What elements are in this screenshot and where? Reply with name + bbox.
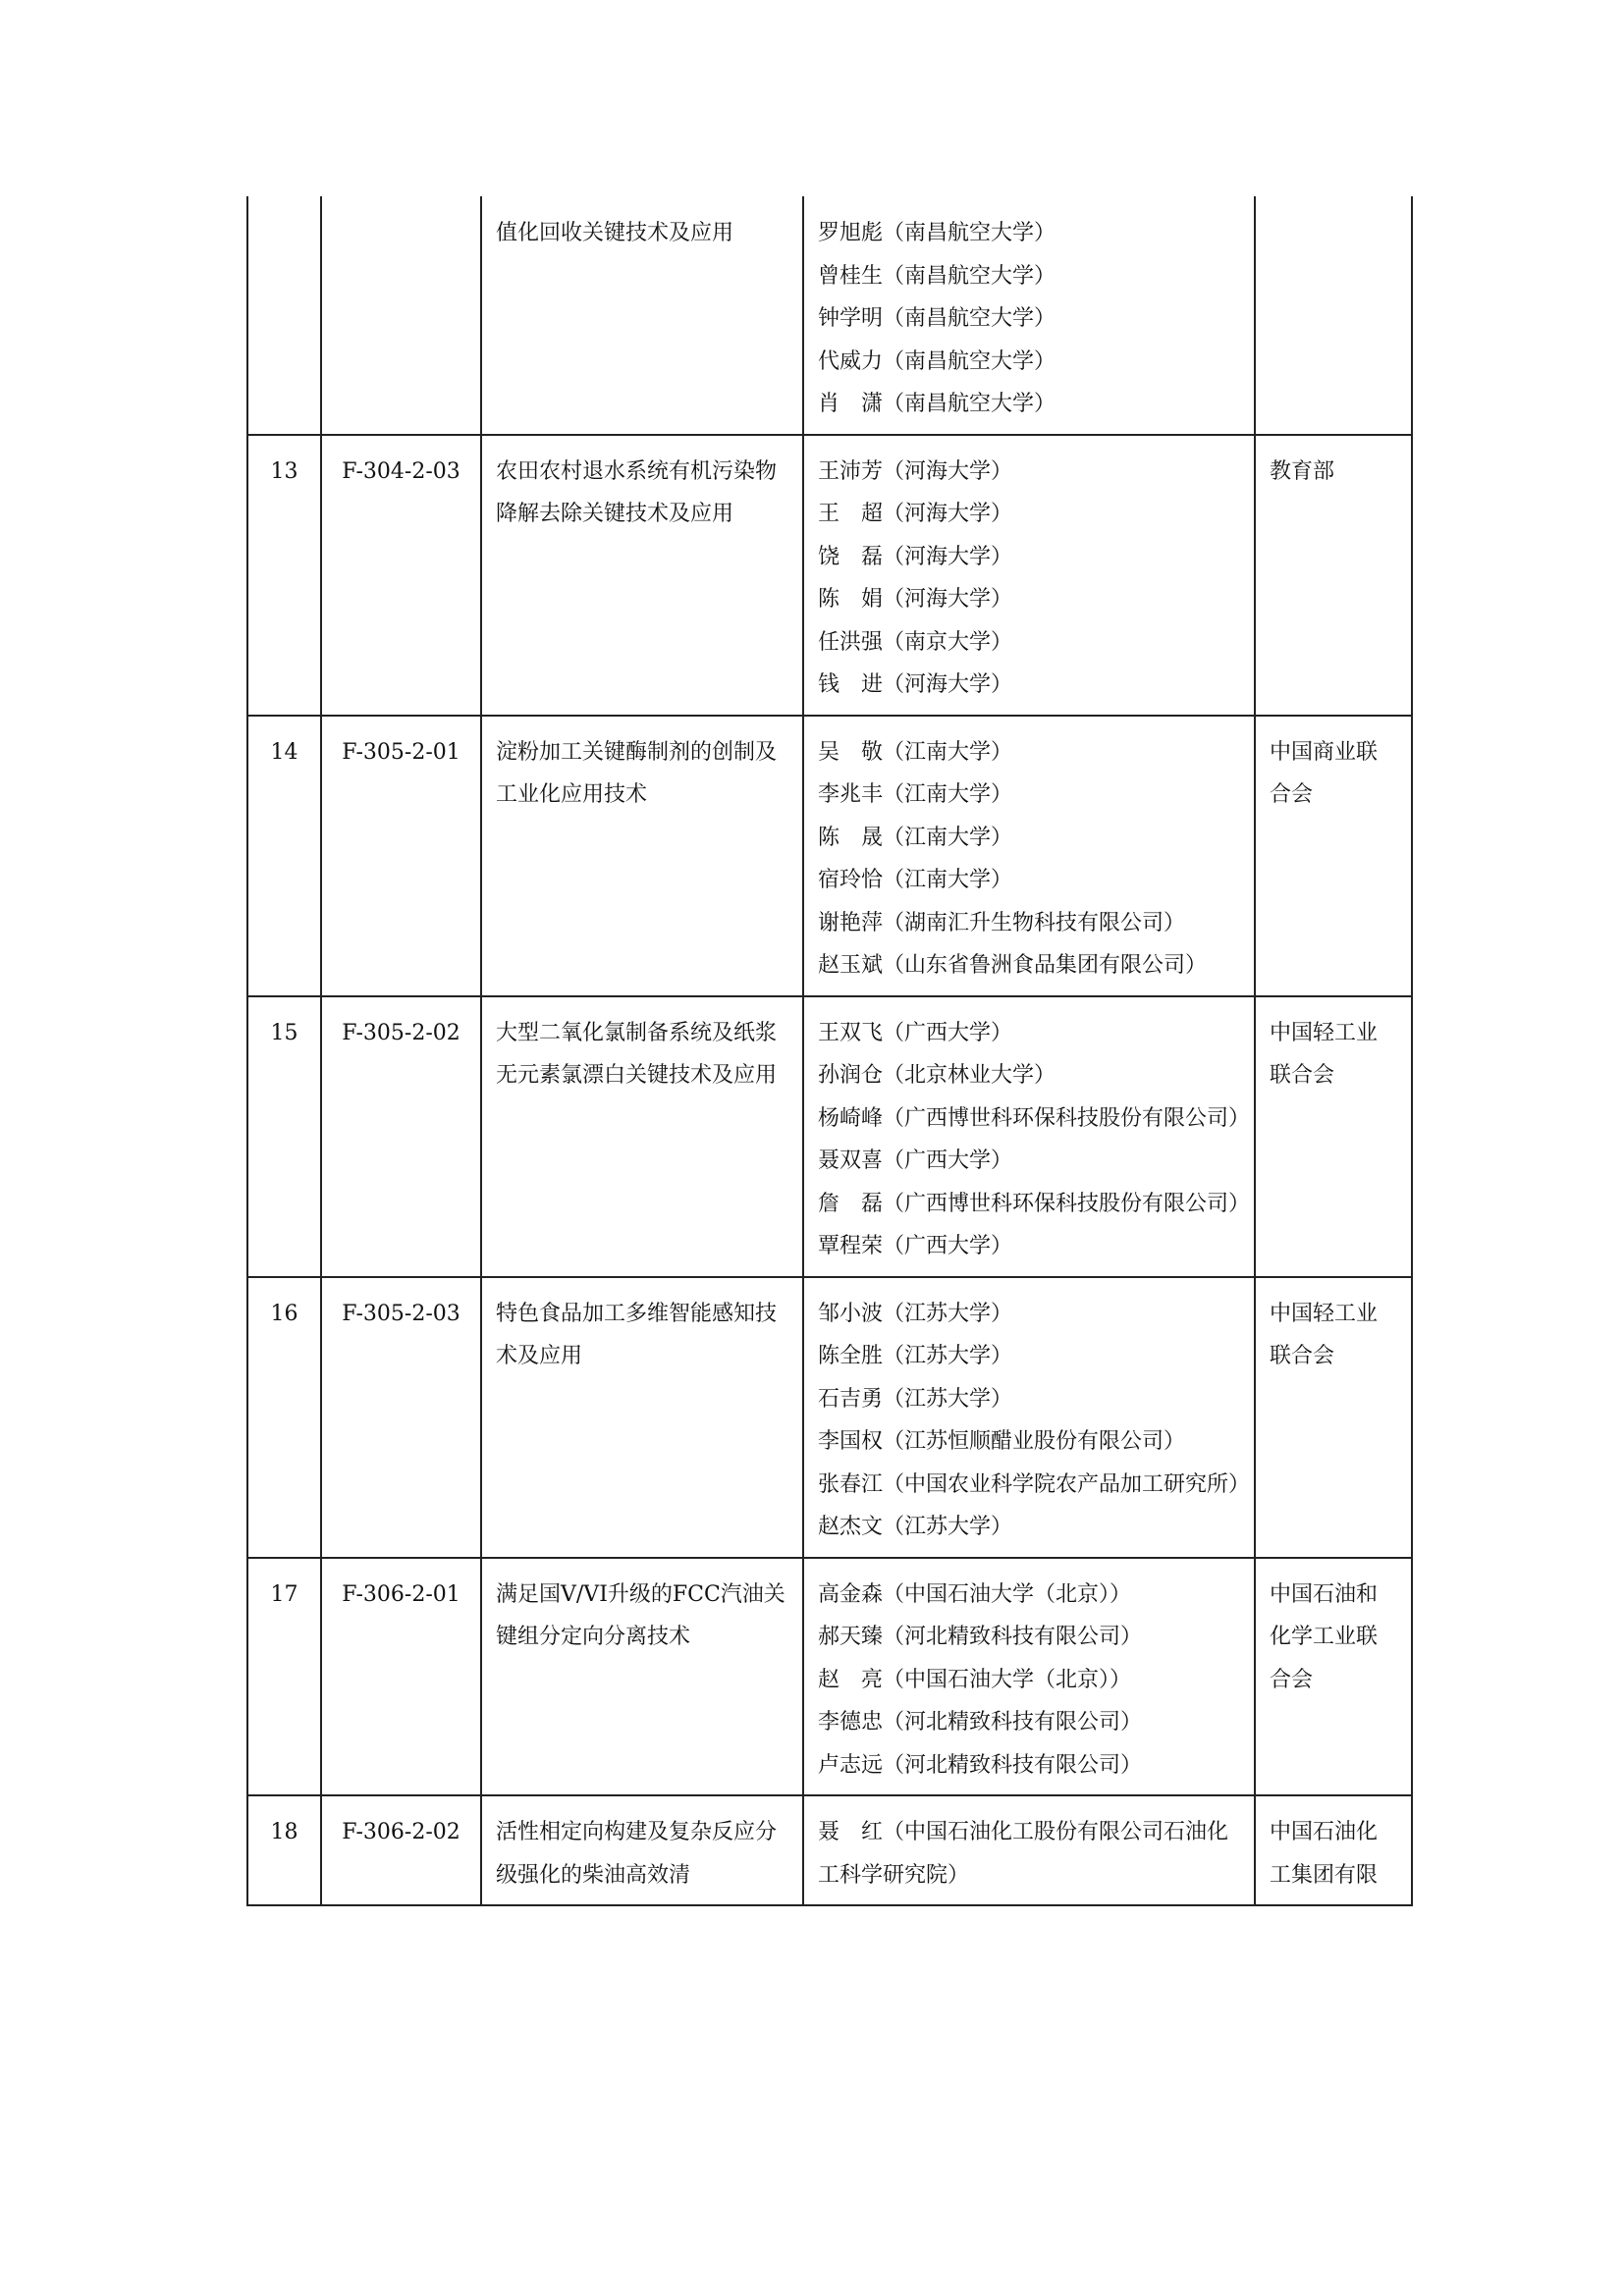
completer: 卢志远（河北精致科技有限公司） [818,1752,1143,1778]
nominating-org: 中国石油化工集团有限 [1255,1795,1412,1905]
completers-cell [803,435,1255,716]
completer: 饶 磊（河海大学） [818,544,1013,569]
project-code: F-305-2-03 [321,1277,481,1558]
completer: 聂双喜（广西大学） [818,1148,1013,1173]
project-code: F-305-2-02 [321,996,481,1277]
completer: 吴 敬（江南大学） [818,739,1013,765]
completer: 王 超（河海大学） [818,502,1013,526]
completer: 赵 亮（中国石油大学（北京）） [818,1667,1132,1692]
table-row [247,1558,1412,1796]
completer: 代威力（南昌航空大学） [818,348,1056,374]
project-code: F-306-2-02 [321,1795,481,1905]
row-number: 16 [247,1277,321,1558]
project-title: 活性相定向构建及复杂反应分级强化的柴油高效清 [481,1795,803,1905]
project-title: 大型二氧化氯制备系统及纸浆无元素氯漂白关键技术及应用 [481,996,803,1277]
completer: 聂 红（中国石油化工股份有限公司石油化工科学研究院） [818,1820,1229,1888]
project-title: 满足国V/VI升级的FCC汽油关键组分定向分离技术 [481,1558,803,1796]
project-code [321,196,481,435]
completer: 郝天臻（河北精致科技有限公司） [818,1625,1143,1649]
nominating-org [1255,196,1412,435]
row-number: 13 [247,435,321,716]
completer: 钟学明（南昌航空大学） [818,306,1056,331]
completer: 宿玲恰（江南大学） [818,868,1013,892]
project-code: F-305-2-01 [321,716,481,996]
nominating-org: 中国轻工业联合会 [1255,1277,1412,1558]
row-number: 14 [247,716,321,996]
completer: 石吉勇（江苏大学） [818,1386,1013,1412]
table-row [247,996,1412,1277]
nominating-org: 中国石油和化学工业联合会 [1255,1558,1412,1796]
table-row [247,196,1412,435]
completer: 赵杰文（江苏大学） [818,1515,1013,1539]
row-number: 15 [247,996,321,1277]
completer: 罗旭彪（南昌航空大学） [818,221,1056,245]
completers-cell [803,1558,1255,1796]
table-row [247,1795,1412,1905]
completers-cell [803,1795,1255,1905]
completer: 杨崎峰（广西博世科环保科技股份有限公司） [818,1105,1251,1131]
table-row [247,435,1412,716]
completer: 曾桂生（南昌航空大学） [818,263,1056,289]
row-number [247,196,321,435]
completer: 王沛芳（河海大学） [818,458,1013,484]
completer: 李国权（江苏恒顺醋业股份有限公司） [818,1429,1186,1454]
project-title: 农田农村退水系统有机污染物降解去除关键技术及应用 [481,435,803,716]
completer: 邹小波（江苏大学） [818,1301,1013,1326]
completer: 任洪强（南京大学） [818,629,1013,655]
nominating-org: 中国商业联合会 [1255,716,1412,996]
completer: 钱 进（河海大学） [818,672,1013,697]
completers-cell [803,196,1255,435]
completer: 孙润仓（北京林业大学） [818,1063,1056,1088]
completer: 高金森（中国石油大学（北京）） [818,1581,1132,1607]
completer: 李兆丰（江南大学） [818,782,1013,807]
award-table [246,196,1413,1906]
row-number: 18 [247,1795,321,1905]
project-code: F-306-2-01 [321,1558,481,1796]
table-row [247,716,1412,996]
completers-cell [803,996,1255,1277]
completer: 陈 娟（河海大学） [818,587,1013,612]
completer: 詹 磊（广西博世科环保科技股份有限公司） [818,1191,1251,1216]
completer: 赵玉斌（山东省鲁洲食品集团有限公司） [818,953,1208,978]
project-title: 值化回收关键技术及应用 [481,196,803,435]
completers-cell [803,716,1255,996]
completer: 覃程荣（广西大学） [818,1234,1013,1258]
completer: 陈 晟（江南大学） [818,825,1013,850]
nominating-org: 中国轻工业联合会 [1255,996,1412,1277]
row-number: 17 [247,1558,321,1796]
completer: 谢艳萍（湖南汇升生物科技有限公司） [818,910,1186,935]
completers-cell [803,1277,1255,1558]
project-title: 淀粉加工关键酶制剂的创制及工业化应用技术 [481,716,803,996]
nominating-org: 教育部 [1255,435,1412,716]
project-title: 特色食品加工多维智能感知技术及应用 [481,1277,803,1558]
completer: 肖 潇（南昌航空大学） [818,392,1056,416]
completer: 陈全胜（江苏大学） [818,1344,1013,1368]
completer: 李德忠（河北精致科技有限公司） [818,1710,1143,1735]
completer: 张春江（中国农业科学院农产品加工研究所） [818,1471,1251,1497]
table-row [247,1277,1412,1558]
completer: 王双飞（广西大学） [818,1020,1013,1045]
project-code: F-304-2-03 [321,435,481,716]
